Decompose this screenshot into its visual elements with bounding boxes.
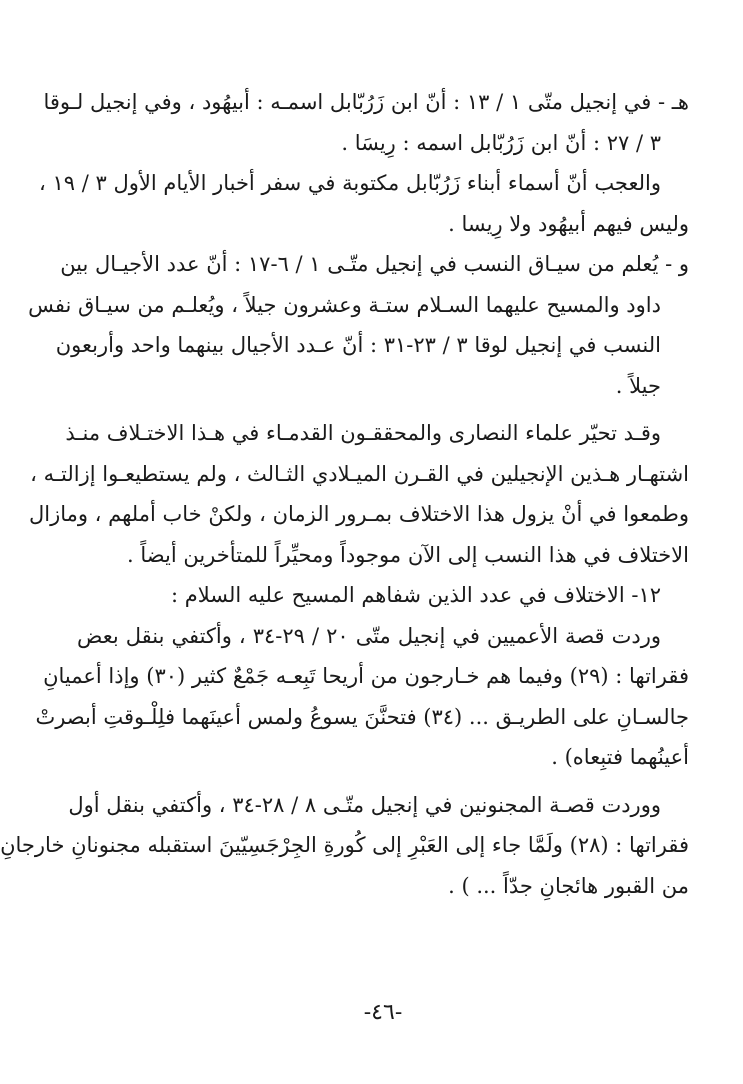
text-line: أعينُهما فتبِعاه) .: [551, 745, 689, 769]
text-line: النسب في إنجيل لوقا ٣ / ٢٣-٣١ : أنّ عـدد الأجيال بينهما واحد وأربعون: [55, 333, 661, 357]
text-line: هـ - في إنجيل متّى ١ / ١٣ : أنّ ابن زَرُبّابل اسمـه : أبيهُود ، وفي إنجيل لـوقا: [43, 90, 689, 114]
text-line: ٣ / ٢٧ : أنّ ابن زَرُبّابل اسمه : رِيسَا .: [341, 130, 661, 155]
text-line: وطمعوا في أنْ يزول هذا الاختلاف بمـرور الزمان ، ولكنْ خاب أملهم ، ومازال: [28, 502, 689, 526]
text-line: الاختلاف في هذا النسب إلى الآن موجوداً ومحيِّراً للمتأخرين أيضاً .: [127, 542, 689, 567]
text-line: وردت قصة الأعميين في إنجيل متّى ٢٠ / ٢٩-٣٤ ، وأكتفي بنقل بعض: [77, 623, 661, 648]
text-line: جيلاً .: [615, 373, 661, 398]
text-line: من القبور هائجانِ جدّاً ... ) .: [448, 873, 689, 898]
text-line: جالسـانِ على الطريـق ... (٣٤) فتحنَّنَ يسوعُ ولمس أعينَهما فلِلْـوقتِ أبصرتْ: [35, 704, 689, 729]
text-line: اشتهـار هـذين الإنجيلين في القـرن الميـلادي الثـالث ، ولم يستطيعـوا إزالتـه ،: [30, 461, 689, 486]
text-line: وليس فيهم أبيهُود ولا رِيسا .: [448, 211, 689, 236]
page-number: -٤٦-: [363, 1000, 403, 1025]
text-line: والعجب أنّ أسماء أبناء زَرُبّابل مكتوبة في سفر أخبار الأيام الأول ٣ / ١٩ ،: [39, 171, 661, 195]
text-line: و - يُعلم من سيـاق النسب في إنجيل متّـى ١ / ٦-١٧ : أنّ عدد الأجيـال بين: [60, 252, 689, 276]
text-line: فقراتها : (٢٩) وفيما هم خـارجون من أريحا تَبِعـه جَمْعٌ كثير (٣٠) وإذا أعميانِ: [43, 664, 689, 688]
section-heading: ١٢- الاختلاف في عدد الذين شفاهم المسيح عليه السلام :: [170, 583, 661, 607]
page-body: [0, 82, 689, 906]
text-line: فقراتها : (٢٨) ولَمَّا جاء إلى العَبْرِ إلى كُورةِ الجِرْجَسِيّينَ استقبله مجنونانِ خارجانِ: [0, 833, 689, 857]
text-line: ووردت قصـة المجنونين في إنجيل متّـى ٨ / ٢٨-٣٤ ، وأكتفي بنقل أول: [68, 792, 661, 817]
text-line: داود والمسيح عليهما السـلام ستـة وعشرون جيلاً ، ويُعلـم من سيـاق نفس: [28, 292, 661, 317]
text-line: وقـد تحيّر علماء النصارى والمحققـون القدمـاء في هـذا الاختـلاف منـذ: [65, 421, 661, 445]
